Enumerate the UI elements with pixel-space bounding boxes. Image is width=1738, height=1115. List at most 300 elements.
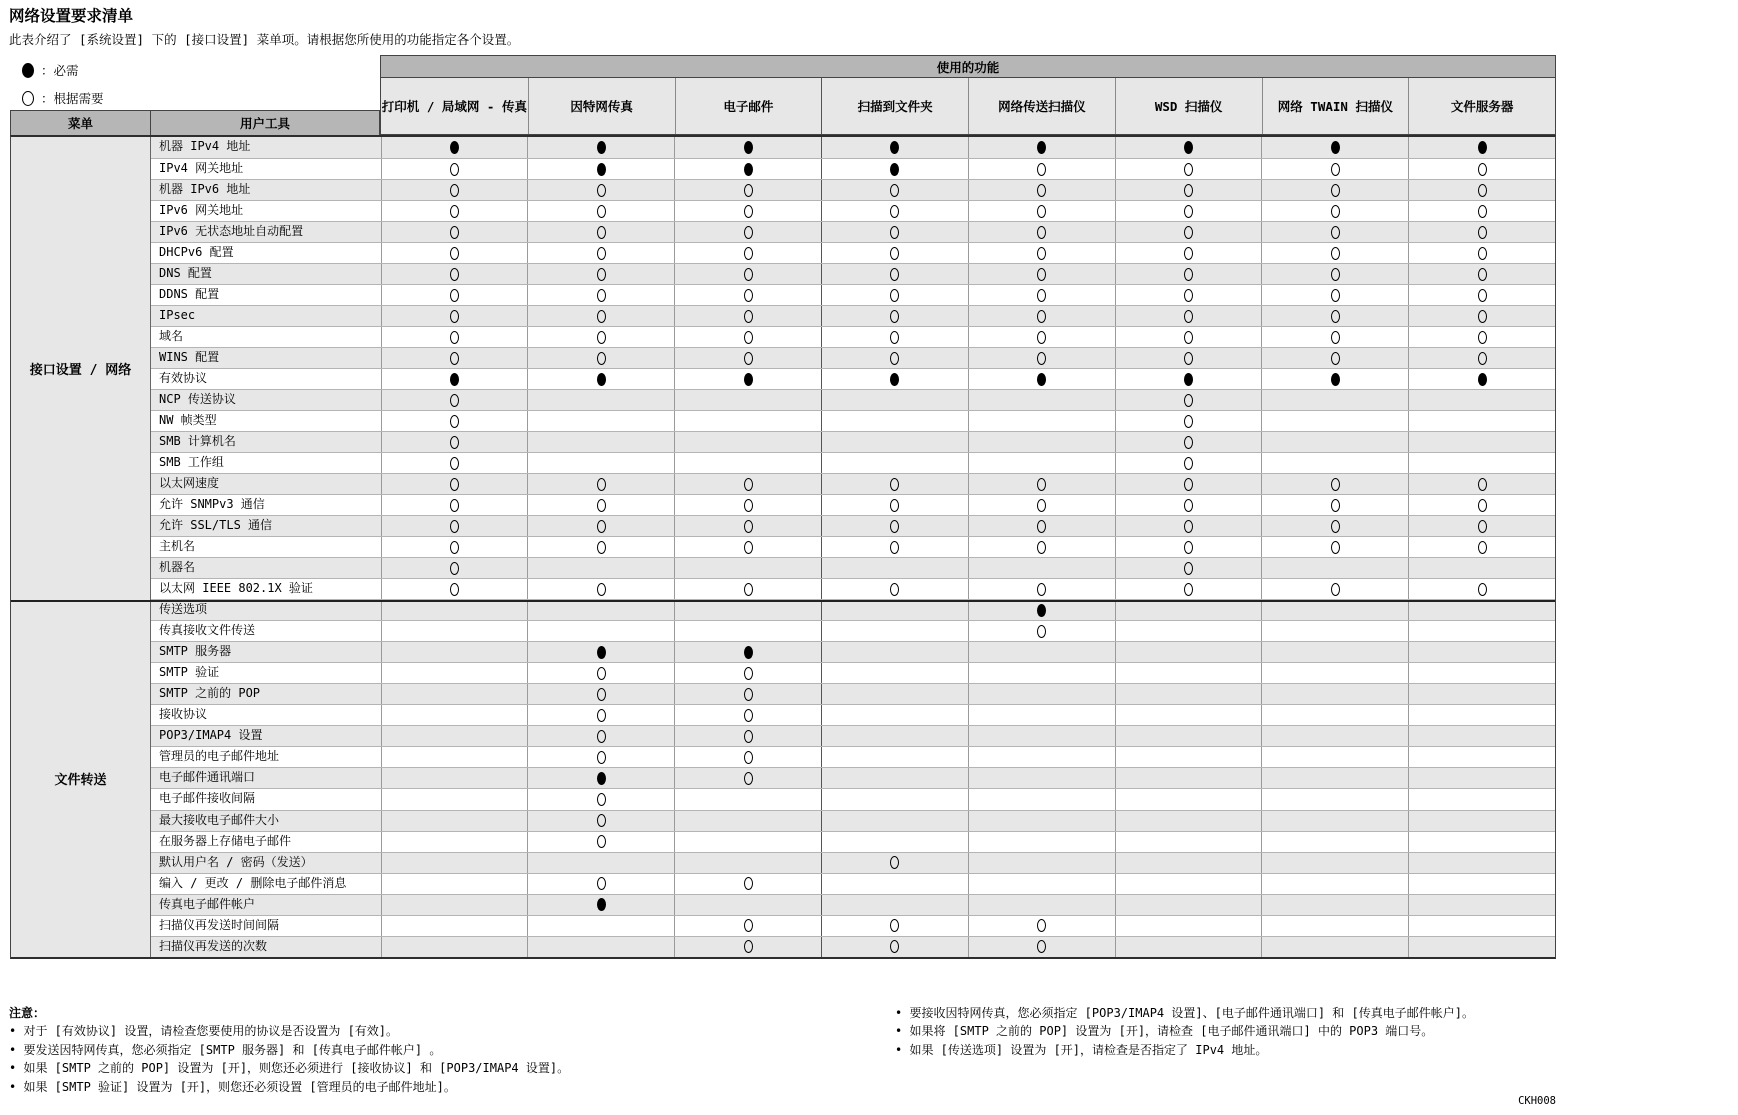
open-circle-icon: [450, 562, 459, 575]
empty-cell: [381, 705, 528, 725]
open-circle-icon: [597, 835, 606, 848]
empty-cell: [821, 642, 968, 662]
open-circle-icon: [1037, 331, 1046, 344]
open-circle-icon: [890, 289, 899, 302]
row-label: IPv6 无状态地址自动配置: [159, 224, 304, 239]
as-needed-dot-cell: [1261, 285, 1408, 305]
filled-circle-icon: [1184, 141, 1193, 154]
required-dot-cell: [527, 159, 674, 179]
open-circle-icon: [1331, 331, 1340, 344]
table-row: [151, 200, 1555, 221]
open-circle-icon: [597, 478, 606, 491]
required-dot-cell: [968, 137, 1115, 158]
empty-cell: [821, 832, 968, 852]
required-dot-cell: [527, 768, 674, 788]
empty-cell: [381, 895, 528, 915]
as-needed-dot-cell: [527, 874, 674, 894]
open-circle-icon: [1037, 310, 1046, 323]
as-needed-dot-cell: [527, 789, 674, 809]
empty-cell: [968, 705, 1115, 725]
notes-right: [895, 1004, 1474, 1059]
open-circle-icon: [450, 310, 459, 323]
row-label: 有效协议: [159, 371, 208, 386]
as-needed-dot-cell: [1408, 222, 1555, 242]
open-circle-icon: [450, 289, 459, 302]
as-needed-dot-cell: [1261, 327, 1408, 347]
row-label: 机器 IPv4 地址: [159, 139, 251, 153]
empty-cell: [1261, 432, 1408, 452]
as-needed-dot-cell: [821, 853, 968, 873]
open-circle-icon: [1331, 268, 1340, 281]
as-needed-dot-cell: [674, 348, 821, 368]
as-needed-dot-cell: [381, 285, 528, 305]
row-label: 电子邮件接收间隔: [159, 791, 256, 806]
as-needed-dot-cell: [1261, 537, 1408, 557]
empty-cell: [1408, 916, 1555, 936]
row-label: NW 帧类型: [159, 413, 217, 428]
open-circle-icon: [1184, 436, 1193, 449]
filled-circle-icon: [890, 373, 899, 386]
open-circle-icon: [1184, 478, 1193, 491]
as-needed-dot-cell: [527, 327, 674, 347]
as-needed-dot-cell: [381, 243, 528, 263]
menu-group-interface-network: 接口设置 / 网络: [11, 137, 151, 600]
open-circle-icon: [1331, 541, 1340, 554]
open-circle-icon: [744, 583, 753, 596]
open-circle-icon: [744, 877, 753, 890]
empty-cell: [1115, 621, 1262, 641]
as-needed-dot-cell: [674, 705, 821, 725]
empty-cell: [821, 432, 968, 452]
open-circle-icon: [744, 184, 753, 197]
open-circle-icon: [597, 730, 606, 743]
menu-header: 菜单: [11, 111, 151, 135]
table-row: [151, 915, 1555, 936]
empty-cell: [1408, 874, 1555, 894]
empty-cell: [968, 558, 1115, 578]
left-headers: [10, 110, 380, 135]
table-row: [151, 410, 1555, 431]
filled-circle-icon: [744, 646, 753, 659]
table-row: [151, 873, 1555, 894]
as-needed-dot-cell: [821, 222, 968, 242]
table-row: [151, 578, 1555, 599]
empty-cell: [821, 747, 968, 767]
as-needed-dot-cell: [1408, 243, 1555, 263]
open-circle-icon: [597, 268, 606, 281]
open-circle-icon: [1331, 478, 1340, 491]
as-needed-dot-cell: [968, 579, 1115, 599]
as-needed-dot-cell: [1115, 180, 1262, 200]
open-circle-icon: [450, 457, 459, 470]
as-needed-dot-cell: [968, 348, 1115, 368]
empty-cell: [1115, 937, 1262, 957]
empty-cell: [821, 663, 968, 683]
empty-cell: [1115, 789, 1262, 809]
open-circle-icon: [744, 247, 753, 260]
as-needed-dot-cell: [1115, 495, 1262, 515]
as-needed-dot-cell: [674, 264, 821, 284]
as-needed-dot-cell: [968, 621, 1115, 641]
as-needed-dot-cell: [821, 474, 968, 494]
open-circle-icon: [1037, 268, 1046, 281]
as-needed-dot-cell: [968, 537, 1115, 557]
column-header-network-twain: 网络 TWAIN 扫描仪: [1262, 78, 1409, 134]
open-circle-icon: [890, 226, 899, 239]
table-row: [151, 473, 1555, 494]
as-needed-dot-cell: [527, 495, 674, 515]
empty-cell: [821, 705, 968, 725]
empty-cell: [1115, 832, 1262, 852]
open-circle-icon: [597, 793, 606, 806]
as-needed-dot-cell: [381, 495, 528, 515]
table-row: [151, 305, 1555, 326]
filled-circle-icon: [22, 63, 34, 78]
empty-cell: [527, 390, 674, 410]
empty-cell: [968, 853, 1115, 873]
empty-cell: [1115, 600, 1262, 620]
open-circle-icon: [450, 184, 459, 197]
open-circle-icon: [1478, 520, 1487, 533]
open-circle-icon: [1184, 562, 1193, 575]
empty-cell: [1408, 600, 1555, 620]
filled-circle-icon: [1478, 141, 1487, 154]
open-circle-icon: [1037, 541, 1046, 554]
empty-cell: [1115, 642, 1262, 662]
empty-cell: [821, 684, 968, 704]
required-dot-cell: [821, 137, 968, 158]
empty-cell: [674, 390, 821, 410]
as-needed-dot-cell: [1115, 201, 1262, 221]
as-needed-dot-cell: [674, 222, 821, 242]
row-label: 机器名: [159, 560, 196, 575]
as-needed-dot-cell: [821, 285, 968, 305]
as-needed-dot-cell: [968, 159, 1115, 179]
open-circle-icon: [1478, 268, 1487, 281]
open-circle-icon: [1184, 184, 1193, 197]
empty-cell: [674, 558, 821, 578]
menu-group-file-transfer: 文件转送: [11, 600, 151, 957]
row-label: SMB 工作组: [159, 455, 224, 470]
empty-cell: [1115, 874, 1262, 894]
as-needed-dot-cell: [527, 474, 674, 494]
filled-circle-icon: [450, 373, 459, 386]
open-circle-icon: [597, 541, 606, 554]
empty-cell: [1408, 621, 1555, 641]
open-circle-icon: [1037, 289, 1046, 302]
functions-header: 使用的功能: [380, 55, 1556, 78]
table-row: [151, 704, 1555, 725]
filled-circle-icon: [597, 163, 606, 176]
open-circle-icon: [744, 940, 753, 953]
table-row: [151, 725, 1555, 746]
required-dot-cell: [527, 642, 674, 662]
table-row: [151, 179, 1555, 200]
required-dot-cell: [1408, 137, 1555, 158]
empty-cell: [1408, 663, 1555, 683]
legend-required: [22, 61, 79, 79]
open-circle-icon: [1478, 352, 1487, 365]
empty-cell: [1115, 726, 1262, 746]
as-needed-dot-cell: [1261, 516, 1408, 536]
open-circle-icon: [1184, 205, 1193, 218]
empty-cell: [1261, 453, 1408, 473]
column-header-network-delivery: 网络传送扫描仪: [968, 78, 1115, 134]
table-row: [151, 810, 1555, 831]
empty-cell: [968, 663, 1115, 683]
table-row: [151, 620, 1555, 641]
empty-cell: [1408, 768, 1555, 788]
open-circle-icon: [1037, 520, 1046, 533]
open-circle-icon: [890, 856, 899, 869]
as-needed-dot-cell: [968, 201, 1115, 221]
table-row: [151, 221, 1555, 242]
empty-cell: [1115, 663, 1262, 683]
empty-cell: [821, 390, 968, 410]
as-needed-dot-cell: [1115, 558, 1262, 578]
open-circle-icon: [450, 205, 459, 218]
as-needed-dot-cell: [821, 937, 968, 957]
empty-cell: [674, 811, 821, 831]
empty-cell: [1115, 811, 1262, 831]
open-circle-icon: [744, 709, 753, 722]
empty-cell: [1261, 937, 1408, 957]
as-needed-dot-cell: [1408, 159, 1555, 179]
column-header-printer-lan-fax: 打印机 / 局域网 - 传真: [381, 99, 527, 114]
note-item: • 如果 [SMTP 之前的 POP] 设置为 [开]，则您还必须进行 [接收协议] 和 [POP3/IMAP4 设置]。: [9, 1061, 570, 1076]
as-needed-dot-cell: [821, 495, 968, 515]
as-needed-dot-cell: [381, 516, 528, 536]
required-dot-cell: [1115, 137, 1262, 158]
note-item: • 如果 [传送选项] 设置为 [开]，请检查是否指定了 IPv4 地址。: [895, 1042, 1268, 1057]
as-needed-dot-cell: [1115, 537, 1262, 557]
as-needed-dot-cell: [527, 516, 674, 536]
as-needed-dot-cell: [527, 832, 674, 852]
open-circle-icon: [1478, 163, 1487, 176]
open-circle-icon: [1037, 163, 1046, 176]
as-needed-dot-cell: [968, 264, 1115, 284]
open-circle-icon: [1331, 184, 1340, 197]
as-needed-dot-cell: [1115, 411, 1262, 431]
empty-cell: [968, 874, 1115, 894]
table-row: [151, 662, 1555, 683]
empty-cell: [1115, 684, 1262, 704]
as-needed-dot-cell: [821, 306, 968, 326]
as-needed-dot-cell: [1408, 516, 1555, 536]
row-label: SMB 计算机名: [159, 434, 236, 449]
open-circle-icon: [597, 520, 606, 533]
open-circle-icon: [1184, 520, 1193, 533]
empty-cell: [821, 558, 968, 578]
as-needed-dot-cell: [381, 201, 528, 221]
as-needed-dot-cell: [821, 201, 968, 221]
empty-cell: [381, 684, 528, 704]
required-dot-cell: [527, 369, 674, 389]
required-dot-cell: [674, 369, 821, 389]
as-needed-dot-cell: [968, 306, 1115, 326]
empty-cell: [674, 832, 821, 852]
open-circle-icon: [1184, 457, 1193, 470]
empty-cell: [1261, 747, 1408, 767]
open-circle-icon: [597, 688, 606, 701]
open-circle-icon: [890, 205, 899, 218]
as-needed-dot-cell: [1408, 474, 1555, 494]
as-needed-dot-cell: [674, 726, 821, 746]
row-label: SMTP 验证: [159, 665, 220, 680]
as-needed-dot-cell: [674, 180, 821, 200]
open-circle-icon: [1184, 268, 1193, 281]
filled-circle-icon: [1037, 141, 1046, 154]
table-row: [151, 831, 1555, 852]
filled-circle-icon: [450, 141, 459, 154]
as-needed-dot-cell: [527, 180, 674, 200]
empty-cell: [1115, 895, 1262, 915]
note-item: • 如果将 [SMTP 之前的 POP] 设置为 [开]，请检查 [电子邮件通讯端口] 中的 POP3 端口号。: [895, 1024, 1434, 1039]
open-circle-icon: [1037, 478, 1046, 491]
open-circle-icon: [1478, 499, 1487, 512]
as-needed-dot-cell: [381, 222, 528, 242]
row-label: DDNS 配置: [159, 287, 220, 302]
open-circle-icon: [1331, 310, 1340, 323]
open-circle-icon: [1037, 583, 1046, 596]
required-dot-cell: [381, 369, 528, 389]
empty-cell: [968, 895, 1115, 915]
filled-circle-icon: [890, 163, 899, 176]
open-circle-icon: [890, 184, 899, 197]
column-header-internet-fax: 因特网传真: [528, 78, 675, 134]
as-needed-dot-cell: [968, 495, 1115, 515]
table-rows: [151, 137, 1555, 957]
as-needed-dot-cell: [381, 558, 528, 578]
filled-circle-icon: [744, 373, 753, 386]
as-needed-dot-cell: [821, 348, 968, 368]
row-label: 传送选项: [159, 602, 208, 617]
as-needed-dot-cell: [381, 327, 528, 347]
open-circle-icon: [1037, 919, 1046, 932]
empty-cell: [527, 937, 674, 957]
empty-cell: [527, 558, 674, 578]
open-circle-icon: [744, 772, 753, 785]
open-circle-icon: [890, 583, 899, 596]
as-needed-dot-cell: [674, 747, 821, 767]
open-circle-icon: [597, 814, 606, 827]
open-circle-icon: [1331, 205, 1340, 218]
table-row: [151, 494, 1555, 515]
open-circle-icon: [22, 91, 34, 106]
row-label: 允许 SSL/TLS 通信: [159, 518, 273, 533]
empty-cell: [1408, 432, 1555, 452]
open-circle-icon: [1037, 499, 1046, 512]
table-row: [151, 347, 1555, 368]
open-circle-icon: [1478, 583, 1487, 596]
empty-cell: [1408, 811, 1555, 831]
required-dot-cell: [381, 137, 528, 158]
empty-cell: [821, 453, 968, 473]
table-row: [151, 326, 1555, 347]
as-needed-dot-cell: [1261, 159, 1408, 179]
open-circle-icon: [744, 730, 753, 743]
as-needed-dot-cell: [1408, 348, 1555, 368]
as-needed-dot-cell: [1408, 285, 1555, 305]
empty-cell: [821, 811, 968, 831]
open-circle-icon: [450, 499, 459, 512]
filled-circle-icon: [1184, 373, 1193, 386]
as-needed-dot-cell: [1115, 285, 1262, 305]
as-needed-dot-cell: [968, 327, 1115, 347]
as-needed-dot-cell: [381, 159, 528, 179]
open-circle-icon: [744, 688, 753, 701]
as-needed-dot-cell: [527, 537, 674, 557]
empty-cell: [527, 432, 674, 452]
row-label: DNS 配置: [159, 266, 212, 281]
as-needed-dot-cell: [527, 663, 674, 683]
as-needed-dot-cell: [527, 306, 674, 326]
open-circle-icon: [890, 541, 899, 554]
as-needed-dot-cell: [1408, 201, 1555, 221]
open-circle-icon: [597, 499, 606, 512]
empty-cell: [968, 390, 1115, 410]
open-circle-icon: [890, 310, 899, 323]
empty-cell: [1261, 411, 1408, 431]
empty-cell: [674, 432, 821, 452]
open-circle-icon: [890, 499, 899, 512]
legend-required-label: ：必需: [41, 63, 79, 78]
open-circle-icon: [744, 289, 753, 302]
required-dot-cell: [1261, 369, 1408, 389]
as-needed-dot-cell: [527, 579, 674, 599]
table-row: [151, 641, 1555, 662]
open-circle-icon: [1037, 247, 1046, 260]
as-needed-dot-cell: [821, 916, 968, 936]
open-circle-icon: [1037, 184, 1046, 197]
table-row: [151, 431, 1555, 452]
open-circle-icon: [1478, 184, 1487, 197]
row-label: SMTP 服务器: [159, 644, 232, 659]
row-label: DHCPv6 配置: [159, 245, 234, 260]
open-circle-icon: [450, 226, 459, 239]
as-needed-dot-cell: [1408, 537, 1555, 557]
as-needed-dot-cell: [821, 264, 968, 284]
open-circle-icon: [1184, 310, 1193, 323]
empty-cell: [1261, 390, 1408, 410]
empty-cell: [1115, 916, 1262, 936]
empty-cell: [1115, 853, 1262, 873]
open-circle-icon: [597, 310, 606, 323]
empty-cell: [1408, 411, 1555, 431]
table-row: [151, 368, 1555, 389]
as-needed-dot-cell: [527, 243, 674, 263]
as-needed-dot-cell: [1408, 180, 1555, 200]
row-label: 扫描仪再发送时间间隔: [159, 917, 280, 932]
as-needed-dot-cell: [968, 222, 1115, 242]
legend-as-needed: [22, 89, 104, 107]
open-circle-icon: [890, 268, 899, 281]
as-needed-dot-cell: [1115, 474, 1262, 494]
empty-cell: [674, 453, 821, 473]
row-label: IPv4 网关地址: [159, 161, 244, 176]
table-row: [151, 788, 1555, 809]
open-circle-icon: [450, 247, 459, 260]
open-circle-icon: [1037, 226, 1046, 239]
empty-cell: [381, 747, 528, 767]
empty-cell: [968, 768, 1115, 788]
as-needed-dot-cell: [527, 201, 674, 221]
table-row: [151, 242, 1555, 263]
as-needed-dot-cell: [527, 285, 674, 305]
empty-cell: [968, 832, 1115, 852]
empty-cell: [527, 600, 674, 620]
empty-cell: [1408, 853, 1555, 873]
